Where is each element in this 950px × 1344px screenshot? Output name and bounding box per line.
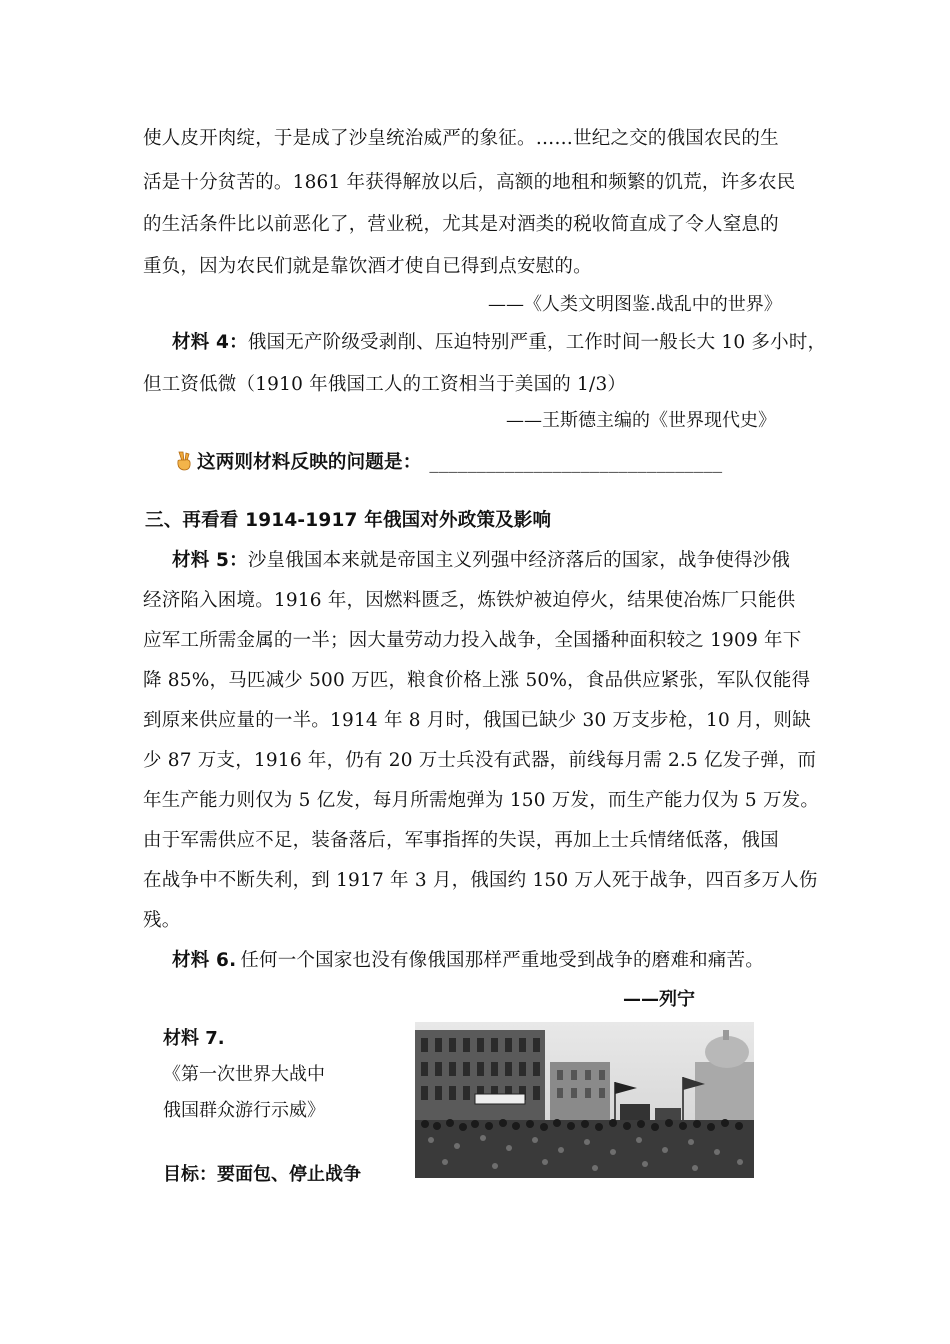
material-7-goal: 目标：要面包、停止战争: [163, 1164, 361, 1185]
material-5-line: 应军工所需金属的一半；因大量劳动力投入战争，全国播种面积较之 1909 年下: [143, 630, 802, 651]
section-title: 三、再看看 1914-1917 年俄国对外政策及影响: [145, 510, 552, 531]
material-7-label: 材料 7.: [163, 1028, 225, 1049]
material-5-line: 残。: [143, 910, 181, 931]
source-citation: ——王斯德主编的《世界现代史》: [506, 410, 776, 431]
material-5-line1: [172, 546, 790, 572]
material-5-text: 沙皇俄国本来就是帝国主义列强中经济落后的国家，战争使得沙俄: [247, 550, 791, 571]
material-4-text: 俄国无产阶级受剥削、压迫特别严重，工作时间一般长大 10 多小时，: [247, 332, 827, 353]
material-5-line: 少 87 万支，1916 年，仍有 20 万士兵没有武器，前线每月需 2.5 亿发子弹，而: [143, 750, 817, 771]
paragraph-line: 活是十分贫苦的。1861 年获得解放以后，高额的地租和频繁的饥荒，许多农民: [143, 172, 796, 193]
material-6-line: [172, 946, 764, 972]
material-5-label: 材料 5：: [172, 550, 248, 571]
material-6-label: 材料 6.: [172, 950, 237, 971]
paragraph-line: 使人皮开肉绽，于是成了沙皇统治威严的象征。……世纪之交的俄国农民的生: [143, 128, 779, 149]
material-6-text: 任何一个国家也没有像俄国那样严重地受到战争的磨难和痛苦。: [240, 950, 764, 971]
demonstration-photo: [415, 1022, 754, 1178]
material-5-line: 降 85%，马匹减少 500 万匹，粮食价格上涨 50%，食品供应紧张，军队仅能得: [143, 670, 811, 691]
source-citation: ——《人类文明图鉴.战乱中的世界》: [488, 294, 782, 315]
paragraph-line: 重负，因为农民们就是靠饮酒才使自已得到点安慰的。: [143, 256, 592, 277]
material-5-line: 在战争中不断失利，到 1917 年 3 月，俄国约 150 万人死于战争，四百多万人伤: [143, 870, 818, 891]
material-5-line: 由于军需供应不足，装备落后，军事指挥的失误，再加上士兵情绪低落，俄国: [143, 830, 779, 851]
material-4-line1: [172, 328, 826, 354]
material-5-line: 年生产能力则仅为 5 亿发，每月所需炮弹为 150 万发，而生产能力仅为 5 万发。: [143, 790, 820, 811]
answer-blank[interactable]: _______________________________: [429, 452, 723, 473]
material-7-caption: 《第一次世界大战中: [163, 1064, 325, 1085]
material-5-line: 经济陷入困境。1916 年，因燃料匮乏，炼铁炉被迫停火，结果使冶炼厂只能供: [143, 590, 796, 611]
question-label: 这两则材料反映的问题是：: [197, 452, 422, 473]
question-line: [173, 448, 722, 474]
source-citation: ——列宁: [623, 989, 695, 1010]
material-5-line: 到原来供应量的一半。1914 年 8 月时，俄国已缺少 30 万支步枪，10 月，则缺: [143, 710, 811, 731]
victory-hand-icon: [173, 450, 195, 472]
paragraph-line: 的生活条件比以前恶化了，营业税，尤其是对酒类的税收简直成了令人窒息的: [143, 214, 779, 235]
material-4-line2: 但工资低微（1910 年俄国工人的工资相当于美国的 1/3）: [143, 374, 627, 395]
material-4-label: 材料 4：: [172, 332, 248, 353]
material-7-caption: 俄国群众游行示威》: [163, 1100, 325, 1121]
